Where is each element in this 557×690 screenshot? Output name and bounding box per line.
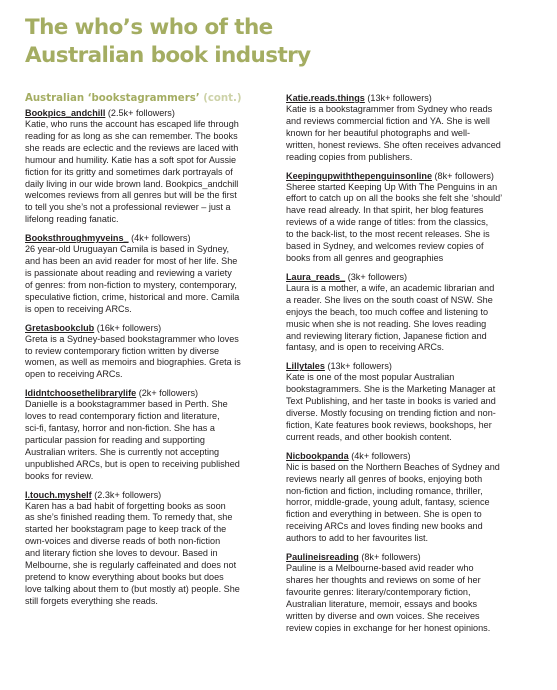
- description-line: have read already. In that spirit, her blog features: [286, 205, 484, 216]
- bookstagrammer-entry: [286, 271, 532, 354]
- follower-count: (16k+ followers): [96, 322, 162, 333]
- description-line: daily living in our wide brown land. Bookpics_andchill: [25, 178, 239, 189]
- description-line: love talking about them to (but mostly at) people. She: [25, 583, 240, 594]
- entry-description: [286, 104, 532, 164]
- entry-header: [25, 322, 272, 334]
- description-line: women, as well as memoirs and biographies. Greta is: [25, 357, 241, 368]
- description-line: written, honest reviews. She often receives advanced: [286, 139, 501, 150]
- description-line: started her bookstagram page to keep track of the: [25, 524, 227, 535]
- description-line: is passionate about reading and reviewing a variety: [25, 267, 232, 278]
- entry-header: [286, 271, 532, 283]
- entry-description: [25, 334, 272, 382]
- description-line: welcomes reviews from all genres but will be the first: [25, 190, 237, 201]
- description-line: speculative fiction, crime, historical and more. Camila: [25, 291, 240, 302]
- description-line: based in Sydney, and welcomes review copies of: [286, 241, 484, 252]
- description-line: Pauline is a Melbourne-based avid reader who: [286, 563, 474, 574]
- description-line: humour and humility. Katie has a soft spot for Aussie: [25, 154, 237, 165]
- entry-header: [286, 92, 532, 104]
- entry-header: [25, 387, 272, 399]
- description-line: fantasy, and is open to receiving ARCs.: [286, 342, 445, 353]
- instagram-handle-link[interactable]: Paulineisreading: [286, 552, 359, 563]
- description-line: to the back-list, to the most recent releases. She is: [286, 229, 490, 240]
- follower-count: (2.3k+ followers): [94, 489, 162, 500]
- bookstagrammer-entry: [286, 92, 532, 164]
- description-line: fiction, Kate features book reviews, bookshops, her: [286, 419, 492, 430]
- description-line: to tell you she’s not a professional reviewer – just a: [25, 202, 231, 213]
- left-column: [25, 92, 272, 614]
- follower-count: (2k+ followers): [138, 388, 199, 399]
- description-line: favourite genres: literary/contemporary fiction,: [286, 586, 471, 597]
- bookstagrammer-entry: [25, 489, 272, 608]
- description-line: lifelong reading fanatic.: [25, 214, 119, 225]
- description-line: books from all genres and geographies: [286, 252, 444, 263]
- description-line: fiction and everything in between. She is open to: [286, 509, 482, 520]
- description-line: shares her thoughts and reviews on some of her: [286, 575, 481, 585]
- bookstagrammer-entry: [286, 170, 532, 265]
- description-line: own-voices and diverse reads of both non-fiction: [25, 536, 221, 547]
- description-line: effort to catch up on all the books she felt she ‘should’: [286, 193, 503, 204]
- instagram-handle-link[interactable]: Katie.reads.things: [286, 93, 365, 103]
- entry-description: [286, 462, 532, 545]
- instagram-handle-link[interactable]: Nicbookpanda: [286, 450, 349, 461]
- follower-count: (4k+ followers): [131, 233, 191, 244]
- instagram-handle-link[interactable]: Lillytales: [286, 361, 325, 372]
- entry-description: [25, 501, 272, 608]
- description-line: Greta is a Sydney-based bookstagrammer who loves: [25, 333, 239, 344]
- description-line: and reviews commercial fiction and YA. She is well: [286, 115, 490, 126]
- instagram-handle-link[interactable]: Booksthroughmyveins_: [25, 233, 129, 244]
- description-line: Danielle is a bookstagrammer based in Perth. She: [25, 399, 228, 410]
- description-line: a reader. She lives on the south coast of NSW. She: [286, 294, 493, 305]
- description-line: enjoys the beach, too much coffee and listening to: [286, 306, 489, 317]
- description-line: receiving ARCs and loves finding new books and: [286, 521, 483, 532]
- bookstagrammer-entry: [286, 360, 532, 443]
- follower-count: (8k+ followers): [434, 170, 494, 181]
- description-line: Kate is one of the most popular Australian: [286, 372, 455, 383]
- description-line: particular passion for reading and supporting: [25, 434, 205, 445]
- right-entry-list: [286, 92, 532, 635]
- description-line: pretend to know everything about books but does: [25, 572, 224, 582]
- bookstagrammer-entry: [25, 387, 272, 482]
- follower-count: (2.5k+ followers): [107, 108, 175, 118]
- description-line: reading copies from publishers.: [286, 151, 413, 162]
- entry-header: [25, 232, 272, 244]
- entry-header: [25, 489, 272, 501]
- description-line: and literary fiction she loves to devour. Based in: [25, 548, 218, 559]
- description-line: Sheree started Keeping Up With The Penguins in an: [286, 181, 498, 192]
- description-line: books for review.: [25, 470, 94, 481]
- follower-count: (4k+ followers): [351, 450, 411, 461]
- entry-header: [25, 107, 272, 119]
- description-line: she reads are eclectic and the reviews are laced with: [25, 142, 239, 153]
- entry-description: [25, 119, 272, 226]
- follower-count: (3k+ followers): [347, 271, 408, 282]
- instagram-handle-link[interactable]: Bookpics_andchill: [25, 108, 106, 118]
- description-line: and has been an avid reader for most of her life. She: [25, 256, 238, 267]
- follower-count: (13k+ followers): [327, 361, 392, 372]
- instagram-handle-link[interactable]: Laura_reads_: [286, 271, 346, 282]
- description-line: Melbourne, she is regularly caffeinated and does not: [25, 560, 237, 571]
- follower-count: (13k+ followers): [367, 93, 432, 103]
- description-line: Nic is based on the Northern Beaches of Sydney and: [286, 461, 500, 472]
- entry-header: [286, 360, 532, 372]
- description-line: current reads, and other bookish content.: [286, 431, 452, 442]
- entry-header: [286, 551, 532, 563]
- description-line: loves to read contemporary fiction and literature,: [25, 411, 220, 422]
- description-line: bookstagrammers. She is the Marketing Manager at: [286, 384, 496, 395]
- description-line: known for her beautiful photographs and well-: [286, 127, 471, 138]
- instagram-handle-link[interactable]: I.touch.myshelf: [25, 489, 92, 500]
- section-heading: [25, 92, 272, 105]
- description-line: horror, middle-grade, young adult, fantasy, science: [286, 497, 490, 508]
- description-line: Karen has a bad habit of forgetting books as soon: [25, 500, 226, 511]
- entry-header: [286, 170, 532, 182]
- description-line: Australian writers. She is currently not accepting: [25, 446, 220, 457]
- description-line: diverse. Mostly focusing on trending fiction and non-: [286, 408, 496, 419]
- description-line: 26 year-old Uruguayan Camila is based in Sydney,: [25, 244, 230, 255]
- description-line: and reviewing literary fiction, Japanese fiction and: [286, 330, 487, 341]
- description-line: written by diverse and own voices. She receives: [286, 610, 480, 621]
- description-line: unpublished ARCs, but is open to receiving published: [25, 458, 240, 469]
- page-title: The who’s who of the Australian book industry: [25, 15, 311, 68]
- description-line: to review contemporary fiction written by diverse: [25, 345, 220, 356]
- description-line: fiction for its gritty and sometimes dark portrayals of: [25, 166, 233, 177]
- description-line: Text Publishing, and her taste in books is varied and: [286, 396, 496, 407]
- bookstagrammer-entry: [25, 107, 272, 226]
- description-line: still forgets everything she reads.: [25, 595, 158, 606]
- description-line: authors to add to her favourites list.: [286, 533, 429, 544]
- instagram-handle-link[interactable]: Ididntchoosethelibrarylife: [25, 388, 137, 399]
- description-line: Laura is a mother, a wife, an academic librarian and: [286, 282, 495, 293]
- left-entry-list: [25, 107, 272, 608]
- entry-description: [25, 244, 272, 315]
- description-line: Australian literature, memoir, essays and books: [286, 598, 478, 609]
- instagram-handle-link[interactable]: Gretasbookclub: [25, 322, 95, 333]
- description-line: Katie is a bookstagrammer from Sydney who reads: [286, 104, 493, 114]
- bookstagrammer-entry: [25, 232, 272, 315]
- description-line: non-fiction and fiction, including romance, thriller,: [286, 485, 483, 496]
- bookstagrammer-entry: [25, 322, 272, 382]
- description-line: reading for as long as she can remember. The books: [25, 130, 238, 141]
- follower-count: (8k+ followers): [361, 552, 421, 563]
- entry-description: [286, 372, 532, 443]
- description-line: as she’s finished reading them. To remedy that, she: [25, 512, 233, 523]
- bookstagrammer-entry: [286, 450, 532, 545]
- entry-description: [286, 182, 532, 265]
- description-line: of genres: from non-fiction to mystery, contemporary,: [25, 279, 237, 290]
- instagram-handle-link[interactable]: Keepingupwiththepenguinsonline: [286, 170, 432, 181]
- description-line: Katie, who runs the account has escaped life through: [25, 119, 239, 129]
- description-line: review copies in exchange for her honest opinions.: [286, 622, 491, 633]
- description-line: open to receiving ARCs.: [25, 369, 123, 380]
- entry-description: [286, 563, 532, 634]
- section-heading-cont: (cont.): [203, 93, 242, 104]
- right-column: [286, 92, 532, 641]
- description-line: sci-fi, fantasy, horror and non-fiction. She has a: [25, 423, 215, 434]
- entry-description: [25, 399, 272, 482]
- description-line: reviews nearly all genres of books, enjoying both: [286, 473, 483, 484]
- description-line: music when she is not reading. She loves reading: [286, 318, 487, 329]
- section-heading-text: Australian ‘bookstagrammers’: [25, 93, 200, 104]
- description-line: is open to receiving ARCs.: [25, 303, 132, 314]
- bookstagrammer-entry: [286, 551, 532, 634]
- entry-description: [286, 283, 532, 354]
- entry-header: [286, 450, 532, 462]
- description-line: reviews of a wide range of titles: from the classics,: [286, 217, 489, 228]
